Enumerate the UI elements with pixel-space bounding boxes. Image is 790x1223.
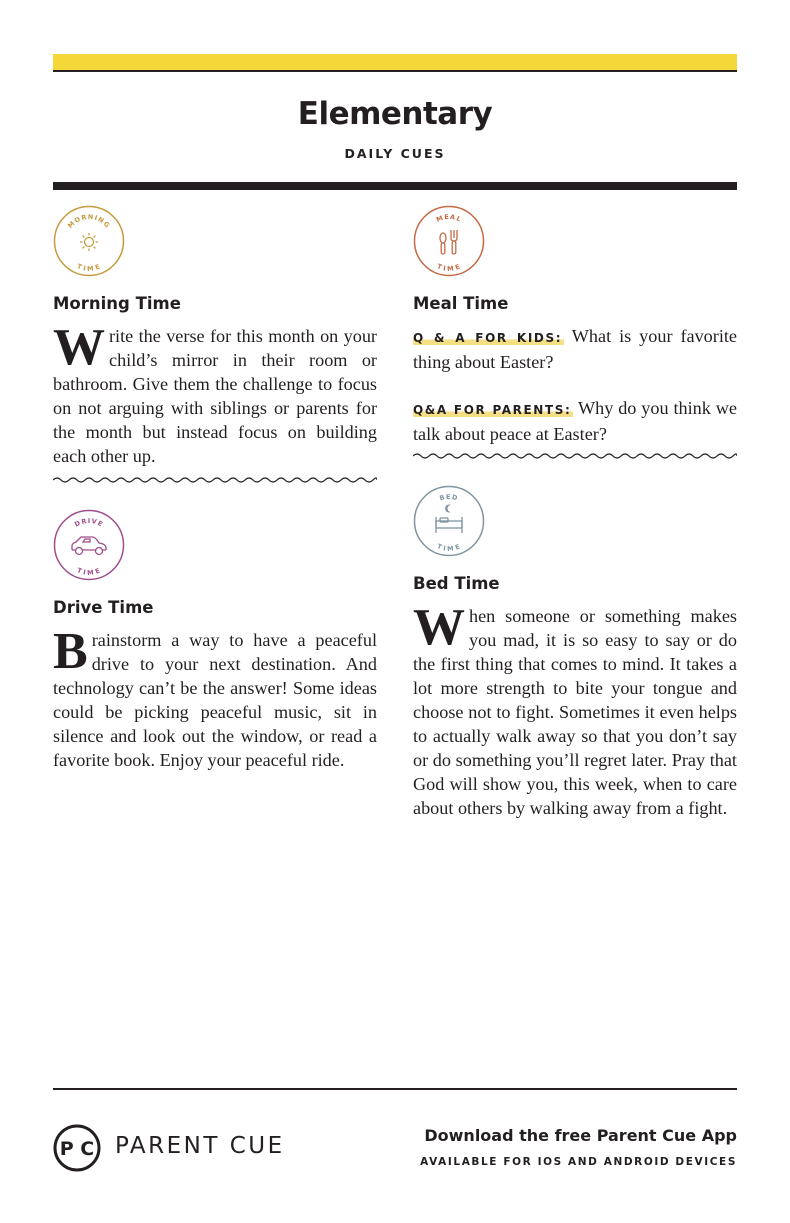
bed-time-text [413,599,737,820]
qa-kids-label: Q & A FOR KIDS: [413,331,563,345]
morning-time-title: Morning Time [53,294,181,313]
svg-text:TIME [436,542,462,553]
drive-dropcap: B [53,623,88,680]
page-title: Elementary [297,96,493,132]
bed-time-title: Bed Time [413,574,500,593]
app-download-text: Download the free Parent Cue App [424,1126,737,1145]
footer-rule [53,1088,737,1090]
svg-text:MEAL [435,213,463,224]
utensils-icon [440,230,457,254]
meal-time-title: Meal Time [413,294,509,313]
bed-badge-bottom-text: TIME [435,542,463,554]
drive-badge-bottom-text: TIME [75,566,103,578]
app-availability-text: AVAILABLE FOR IOS AND ANDROID DEVICES [420,1156,737,1168]
meal-parents-question [413,396,737,446]
qa-parents-label: Q&A FOR PARENTS: [413,403,572,417]
bed-dropcap: W [413,599,465,656]
drive-time-text [53,623,377,772]
svg-text:TIME [436,262,462,273]
parent-cue-logo-icon [53,1124,101,1172]
page-subtitle: DAILY CUES [344,146,446,161]
meal-badge-bottom-text: TIME [435,262,463,274]
sun-icon [80,233,98,251]
meal-time-section [413,205,737,465]
car-icon [72,537,106,555]
morning-badge-bottom-text: TIME [75,262,103,274]
header-divider [53,182,737,190]
morning-dropcap: W [53,319,105,376]
svg-text:TIME [76,262,102,273]
meal-time-badge [413,205,485,277]
morning-badge-top-text: MORNING [66,212,112,230]
bed-time-badge [413,485,485,557]
drive-badge-top-text: DRIVE [73,516,105,529]
drive-time-section [53,509,377,799]
bed-time-section [413,485,737,855]
bed-body: hen someone or something makes you mad, it is so easy to say or do the first thing that comes to mind. It takes a lot more strength to bite your tongue and choose not to fight. Sometimes it even helps to actually walk away so that you don’t say or do something you’ll regret later. Pray that God will show you, this week, when to care about others by walking away from a fight. [413,606,737,818]
meal-wavy-divider [413,452,737,460]
bed-badge-top-text: BED [438,492,460,503]
svg-text:MORNING [66,213,112,230]
parent-cue-wordmark: PARENT CUE [115,1133,285,1159]
bed-moon-icon [436,505,462,534]
logo-mark-letters: P C [59,1138,95,1160]
svg-text:TIME [76,566,102,577]
svg-text:BED [439,493,459,503]
drive-body: rainstorm a way to have a peaceful drive to your next destination. And technology can’t be the answer! Some ideas could be picking peaceful music, sit in silence and look out the window, or read a favorite book. Enjoy your peaceful ride. [53,630,377,770]
morning-time-text [53,319,377,468]
top-accent-bar [53,54,737,70]
drive-time-title: Drive Time [53,598,154,617]
morning-body: rite the verse for this month on your child’s mirror in their room or bathroom. Give them the challenge to focus on not arguing with siblings or parents for the month but instead focus on building each other up. [53,326,377,466]
morning-wavy-divider [53,476,377,484]
meal-badge-top-text: MEAL [435,212,464,224]
morning-time-section [53,205,377,495]
qa-kids-text: What is your favorite thing about Easter? [413,326,738,372]
svg-text:DRIVE [73,517,104,529]
morning-time-badge [53,205,125,277]
drive-time-badge [53,509,125,581]
meal-kids-question [413,324,737,374]
qa-parents-text: Why do you think we talk about peace at Easter? [413,398,737,444]
top-rule [53,70,737,72]
